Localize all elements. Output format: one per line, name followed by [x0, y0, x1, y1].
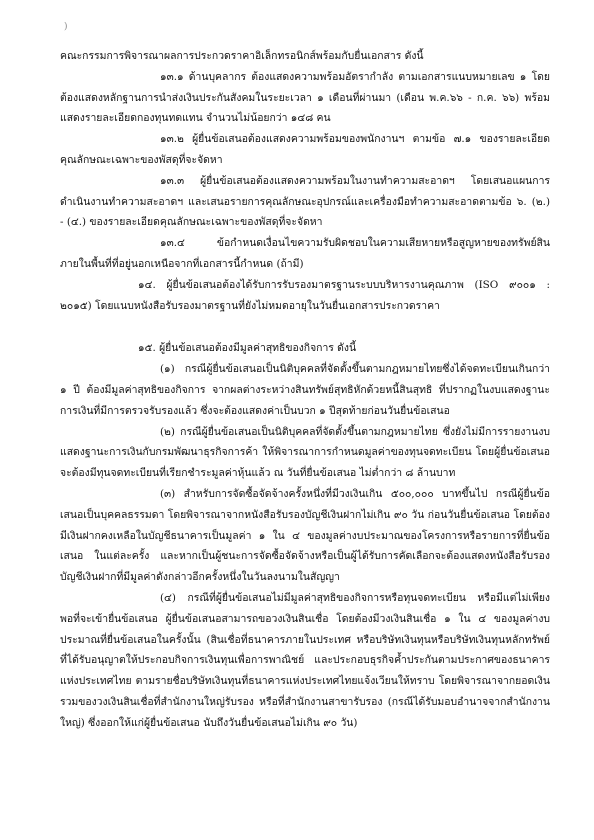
clause-15-2: (๒) กรณีผู้ยื่นข้อเสนอเป็นนิติบุคคลที่จัดตั้งขึ้นตามกฎหมายไทย ซึ่งยังไม่มีการรายงานงบแสดงฐานะการเงินกับกรมพัฒนาธุรกิจการค้า ให้พิจารณาการกำหนดมูลค่าของทุนจดทะเบียน โดยผู้ยื่นข้อเสนอจะต้องมีทุนจดทะเบียนที่เรียกชำระมูลค่าหุ้นแล้ว ณ วันที่ยื่นข้อเสนอ ไม่ต่ำกว่า ๘ ล้านบาท — [60, 425, 550, 480]
clause-15-1: (๑) กรณีผู้ยื่นข้อเสนอเป็นนิติบุคคลที่จัดตั้งขึ้นตามกฎหมายไทยซึ่งได้จดทะเบียนเกินกว่า ๑ ปี ต้องมีมูลค่าสุทธิของกิจการ จากผลต่างระหว่างสินทรัพย์สุทธิหักด้วยหนี้สินสุทธิ ที่ปรากฏในงบแสดงฐานะการเงินที่มีการตรวจรับรองแล้ว ซึ่งจะต้องแสดงค่าเป็นบวก ๑ ปีสุดท้ายก่อนวันยื่นข้อเสนอ — [60, 363, 550, 417]
intro-paragraph: คณะกรรมการพิจารณาผลการประกวดราคาอิเล็กทรอนิกส์พร้อมกับยื่นเอกสาร ดังนี้ — [60, 50, 424, 62]
clause-15-heading: ๑๕. ผู้ยื่นข้อเสนอต้องมีมูลค่าสุทธิของกิจการ ดังนี้ — [138, 342, 357, 355]
document-body — [60, 46, 550, 734]
clause-13-1: ๑๓.๑ ด้านบุคลากร ต้องแสดงความพร้อมอัตรากำลัง ตามเอกสารแนบหมายเลข ๑ โดยต้องแสดงหลักฐานการนำส่งเงินประกันสังคมในระยะเวลา ๑ เดือนที่ผ่านมา (เดือน พ.ค.๖๖ - ก.ค. ๖๖) พร้อมแสดงรายละเอียดกองทุนทดแทน จำนวนไม่น้อยกว่า ๑๔๘ คน — [60, 70, 550, 125]
clause-13-3: ๑๓.๓ ผู้ยื่นข้อเสนอต้องแสดงความพร้อมในงานทำความสะอาดฯ โดยเสนอแผนการดำเนินงานทำความสะอาดฯ และเสนอรายการคุณลักษณะอุปกรณ์และเครื่องมือทำความสะอาดตามข้อ ๖. (๒.) - (๔.) ของรายละเอียดคุณลักษณะเฉพาะของพัสดุที่จะจัดหา — [60, 174, 550, 229]
clause-15-4: (๔) กรณีที่ผู้ยื่นข้อเสนอไม่มีมูลค่าสุทธิของกิจการหรือทุนจดทะเบียน หรือมีแต่ไม่เพียงพอที่จะเข้ายื่นข้อเสนอ ผู้ยื่นข้อเสนอสามารถขอวงเงินสินเชื่อ โดยต้องมีวงเงินสินเชื่อ ๑ ใน ๔ ของมูลค่างบประมาณที่ยื่นข้อเสนอในครั้งนั้น (สินเชื่อที่ธนาคารภายในประเทศ หรือบริษัทเงินทุนหรือบริษัทเงินทุนหลักทรัพย์ที่ได้รับอนุญาตให้ประกอบกิจการเงินทุนเพื่อการพาณิชย์ และประกอบธุรกิจค้ำประกันตามประกาศของธนาคารแห่งประเทศไทย ตามรายชื่อบริษัทเงินทุนที่ธนาคารแห่งประเทศไทยแจ้งเวียนให้ทราบ โดยพิจารณาจากยอดเงินรวมของวงเงินสินเชื่อที่สำนักงานใหญ่รับรอง หรือที่สำนักงานสาขารับรอง (กรณีได้รับมอบอำนาจจากสำนักงานใหญ่) ซึ่งออกให้แก่ผู้ยื่นข้อเสนอ นับถึงวันยื่นข้อเสนอไม่เกิน ๙๐ วัน) — [60, 591, 550, 729]
clause-15-3: (๓) สำหรับการจัดซื้อจัดจ้างครั้งหนึ่งที่มีวงเงินเกิน ๕๐๐,๐๐๐ บาทขึ้นไป กรณีผู้ยื่นข้อเสนอเป็นบุคคลธรรมดา โดยพิจารณาจากหนังสือรับรองบัญชีเงินฝากไม่เกิน ๙๐ วัน ก่อนวันยื่นข้อเสนอ โดยต้องมีเงินฝากคงเหลือในบัญชีธนาคารเป็นมูลค่า ๑ ใน ๔ ของมูลค่างบประมาณของโครงการหรือรายการที่ยื่นข้อเสนอ ในแต่ละครั้ง และหากเป็นผู้ชนะการจัดซื้อจัดจ้างหรือเป็นผู้ได้รับการคัดเลือกจะต้องแสดงหนังสือรับรองบัญชีเงินฝากที่มีมูลค่าดังกล่าวอีกครั้งหนึ่งในวันลงนามในสัญญา — [60, 487, 550, 584]
clause-13-4: ๑๓.๔ ข้อกำหนดเงื่อนไขความรับผิดชอบในความเสียหายหรือสูญหายของทรัพย์สินภายในพื้นที่ที่อยู่นอกเหนือจากที่เอกสารนี้กำหนด (ถ้ามี) — [60, 237, 550, 270]
margin-mark: ) — [64, 22, 68, 32]
clause-14: ๑๔. ผู้ยื่นข้อเสนอต้องได้รับการรับรองมาตรฐานระบบบริหารงานคุณภาพ (ISO ๙๐๐๑ : ๒๐๑๕) โดยแนบหนังสือรับรองมาตรฐานที่ยังไม่หมดอายุในวันยื่นเอกสารประกวดราคา — [60, 278, 550, 312]
clause-13-2: ๑๓.๒ ผู้ยื่นข้อเสนอต้องแสดงความพร้อมของพนักงานฯ ตามข้อ ๗.๑ ของรายละเอียดคุณลักษณะเฉพาะของพัสดุที่จะจัดหา — [60, 133, 550, 166]
